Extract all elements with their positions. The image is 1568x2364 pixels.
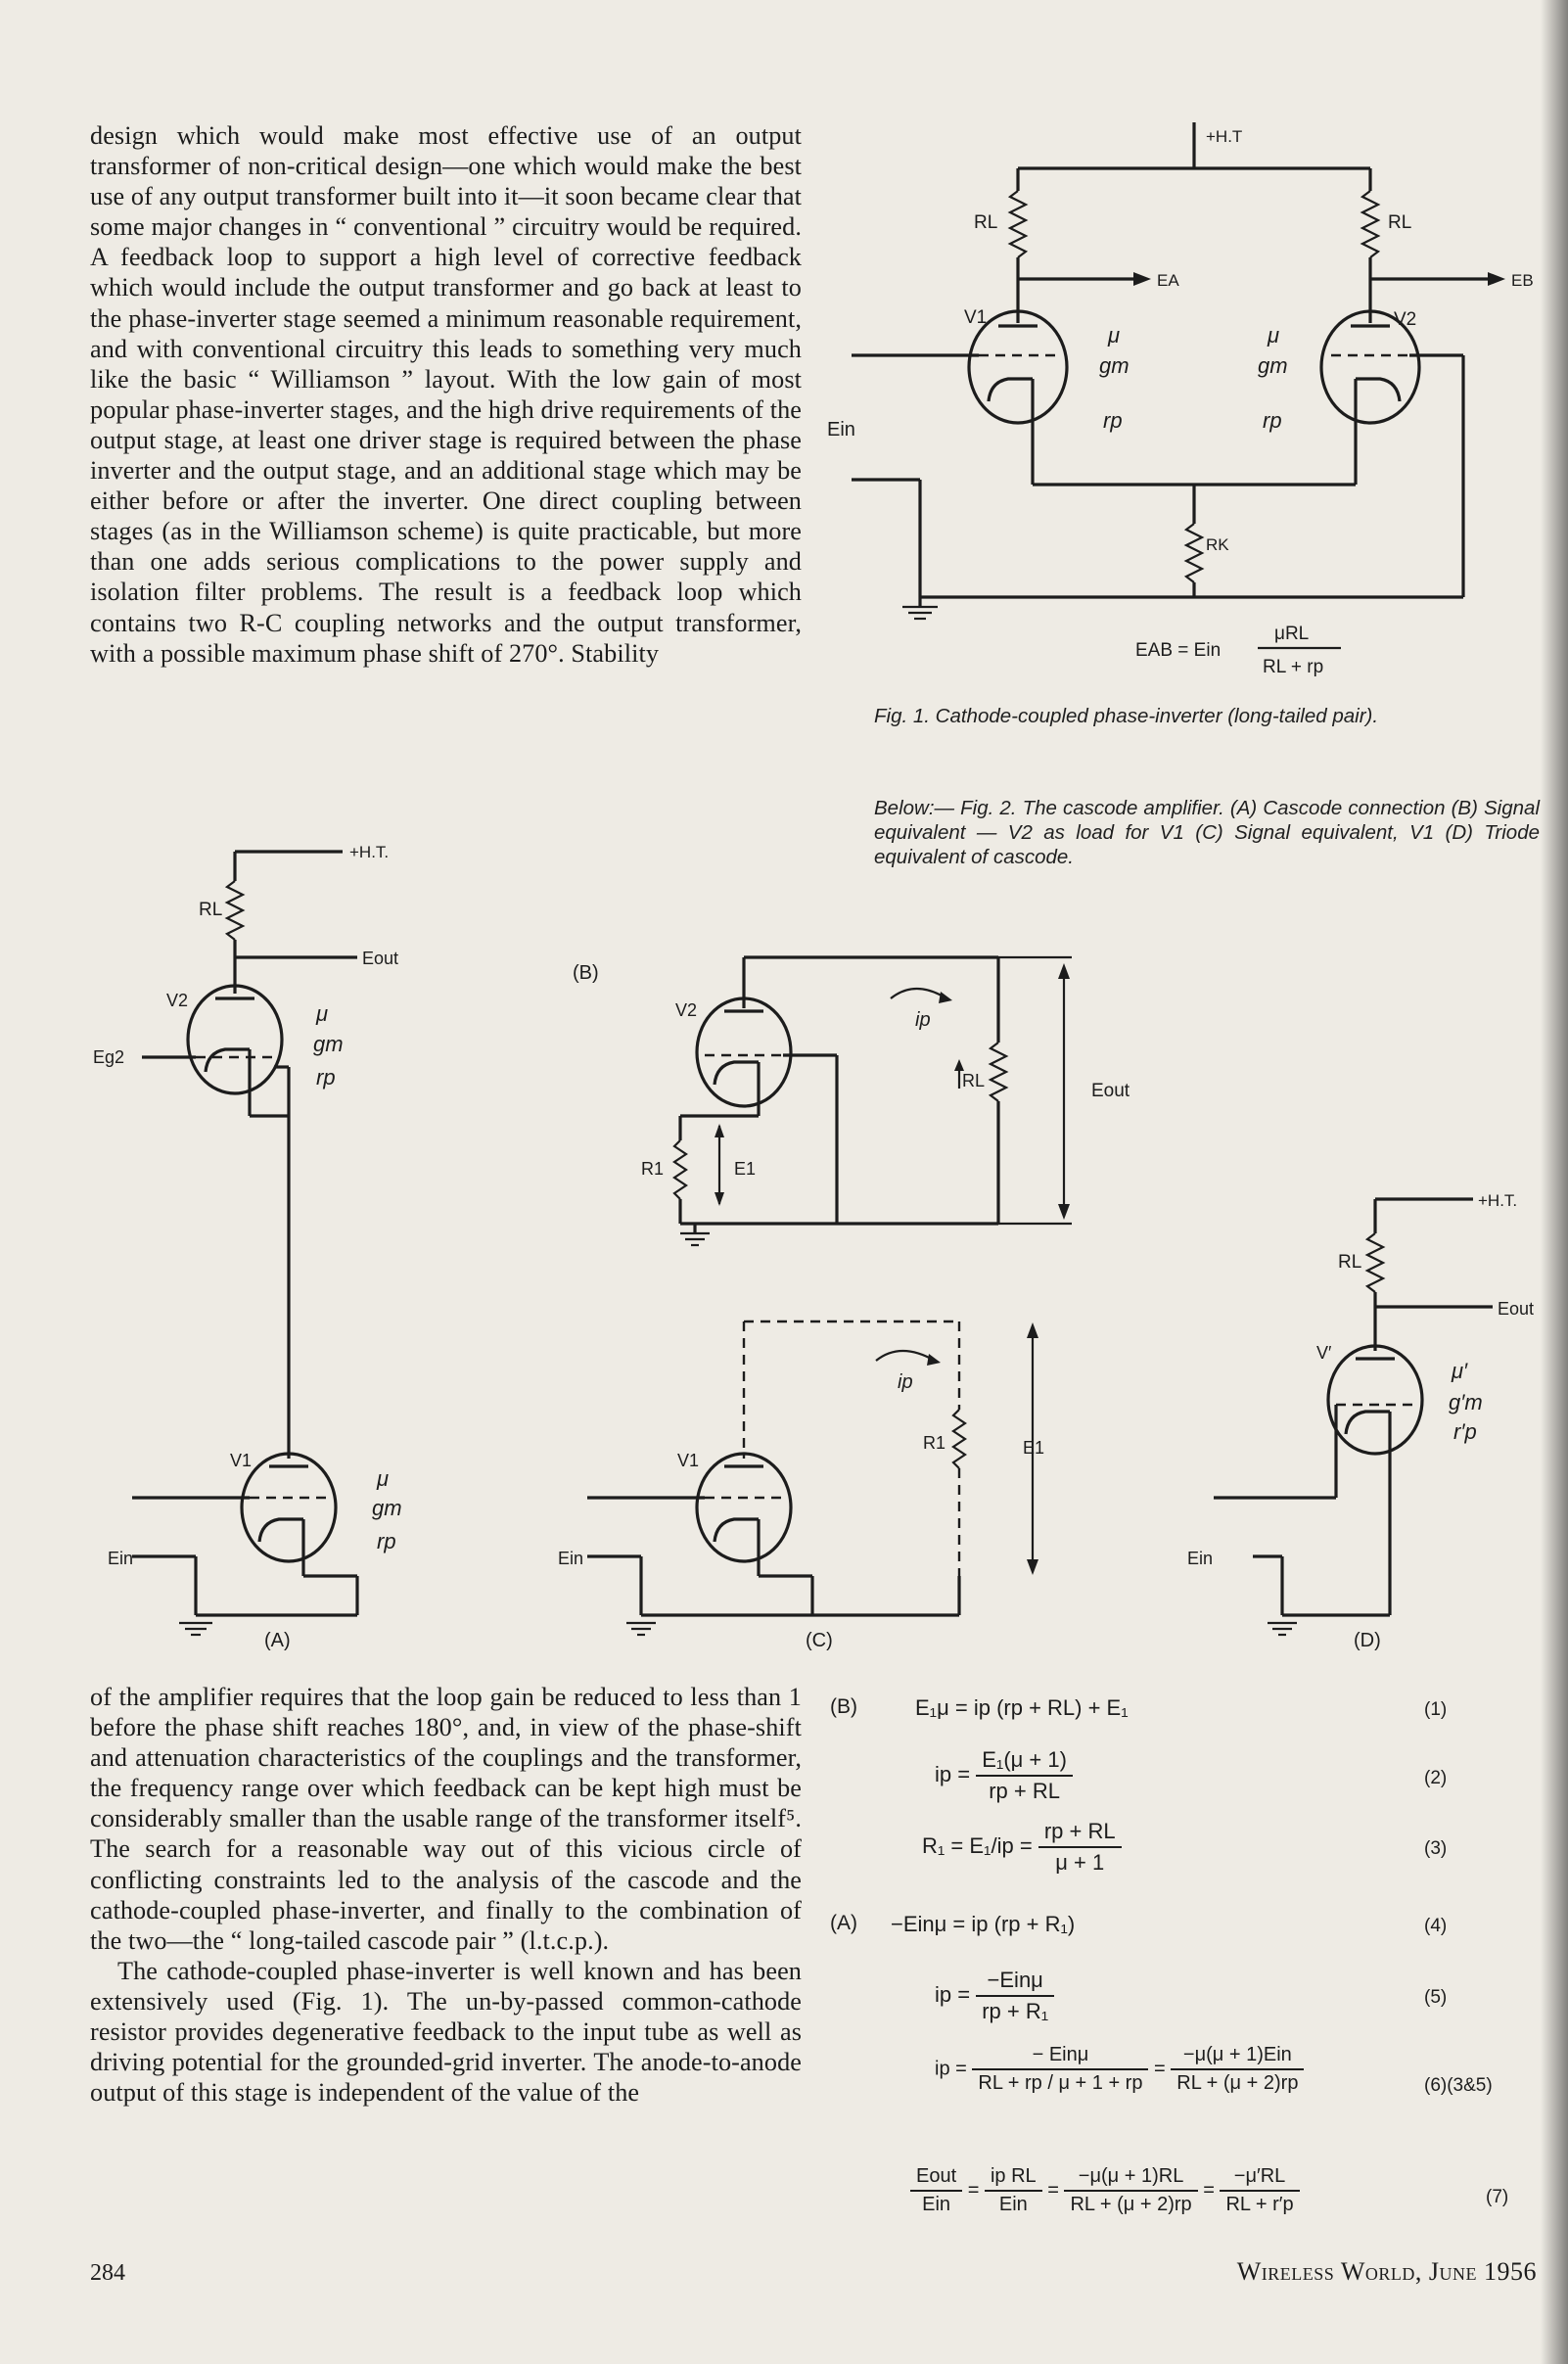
eq6-number: (6)(3&5)	[1424, 2075, 1493, 2096]
eq7-lhs-fraction	[910, 2165, 962, 2216]
body-text-top	[90, 120, 802, 669]
eq5	[935, 1968, 1054, 2024]
eq6-fraction-1	[972, 2044, 1148, 2095]
eq7-numerator-2: −μ(μ + 1)RL	[1064, 2165, 1197, 2192]
fig1-formula-num: μRL	[1274, 624, 1310, 644]
fig2-diagram	[93, 832, 1561, 1654]
eq2-number: (2)	[1424, 1768, 1448, 1788]
eq3-numerator: rp + RL	[1038, 1819, 1122, 1848]
paragraph: design which would make most effective use of an output transformer of non-critical design—one which would make the best use of any output transformer built into it—it soon became clear that some major changes in “ conventional ” circuitry would be required. A feedback loop to support a high level of corrective feedback which would include the output transformer and go back at least to the phase-inverter stage seemed a minimum reasonable requirement, and with conventional circuitry this leads to something very much like the basic “ Williamson ” layout. With the low gain of most popular phase-inverter stages, and the high drive requirements of the output stage, at least one driver stage is required between the phase inverter and the output stage, and an additional stage which may be either before or after the inverter. One direct coupling between stages (as in the Williamson scheme) is quite practicable, but more than one adds serious complications to the power supply and isolation filter problems. The result is a feedback loop which contains two R-C coupling networks and the output transformer, with a possible maximum phase shift of 270°. Stability	[90, 121, 802, 668]
fig2b-e1-label: E1	[734, 1159, 757, 1179]
fig2b-r1-label: R1	[641, 1159, 665, 1179]
fig1-rk-label: RK	[1206, 535, 1229, 554]
fig2c-ein-label: Ein	[558, 1549, 584, 1568]
eq5-lhs: ip =	[935, 1981, 971, 2007]
eq7-number: (7)	[1486, 2187, 1509, 2207]
fig2a-v1-label: V1	[230, 1451, 253, 1470]
fig1-caption: Fig. 1. Cathode-coupled phase-inverter (long-tailed pair).	[874, 705, 1379, 727]
fig1-rp-right: rp	[1263, 408, 1282, 433]
fig1-eb-label: EB	[1511, 271, 1534, 290]
fig2a-eg2-label: Eg2	[93, 1047, 125, 1067]
fig2a-circuit	[93, 843, 402, 1651]
fig2a-label: (A)	[264, 1630, 291, 1651]
eq7-lhs-numerator: Eout	[910, 2165, 962, 2192]
eq7-denominator-1: Ein	[998, 2194, 1028, 2215]
eq2-fraction	[976, 1747, 1073, 1804]
eq7-equals-2: =	[1047, 2179, 1059, 2202]
eq6-numerator-1: − Einμ	[972, 2044, 1148, 2070]
fig2c-e1-label: E1	[1023, 1438, 1045, 1458]
fig2d-rp: r′p	[1453, 1419, 1477, 1444]
fig1-ground-symbol	[902, 597, 938, 619]
fig2d-gm: g′m	[1449, 1390, 1483, 1414]
eq5-denominator: rp + R₁	[982, 1999, 1049, 2023]
fig2c-circuit	[558, 1321, 1044, 1651]
eq6-denominator-1: RL + rp / μ + 1 + rp	[978, 2072, 1143, 2094]
fig2d-mu: μ′	[1452, 1359, 1468, 1383]
page-number: 284	[90, 2260, 125, 2286]
eq7-numerator-3: −μ′RL	[1220, 2165, 1299, 2192]
fig1-ein-label: Ein	[827, 419, 855, 440]
eq3-denominator: μ + 1	[1055, 1850, 1105, 1875]
eq6-lhs: ip =	[935, 2058, 967, 2080]
eq1-number: (1)	[1424, 1699, 1448, 1720]
fig2a-v1-mu: μ	[377, 1466, 390, 1491]
eq4-number: (4)	[1424, 1916, 1448, 1936]
fig2-caption: Below:— Fig. 2. The cascode amplifier. (A) Cascode connection (B) Signal equivalent — V2 as load for V1 (C) Signal equivalent, V1 (D) Triode equivalent of cascode.	[874, 797, 1540, 868]
fig1-ht-label: +H.T	[1206, 127, 1243, 146]
fig2d-eout-label: Eout	[1498, 1299, 1535, 1319]
fig2c-r1-label: R1	[923, 1433, 946, 1453]
fig2b-v2-label: V2	[675, 1000, 698, 1020]
eq6	[935, 2044, 1304, 2095]
fig1-rl-right-label: RL	[1388, 212, 1412, 233]
eq7-fraction-1	[985, 2165, 1042, 2216]
fig1-tube-v1	[969, 311, 1067, 440]
eq2	[935, 1747, 1073, 1804]
paragraph: The cathode-coupled phase-inverter is well known and has been extensively used (Fig. 1). The un-by-passed common-cathode resistor provides degenerative feedback to the input tube as well as driving potential for the grounded-grid inverter. The anode-to-anode output of this stage is independent of the value of the	[90, 1956, 802, 2108]
eq5-number: (5)	[1424, 1987, 1448, 2008]
fig2a-v2-gm: gm	[313, 1032, 344, 1056]
fig1-v2-label: V2	[1394, 309, 1417, 330]
fig1-ea-label: EA	[1157, 271, 1179, 290]
eq5-numerator: −Einμ	[976, 1968, 1054, 1997]
fig2b-ip-label: ip	[915, 1009, 931, 1031]
eq2-lhs: ip =	[935, 1761, 971, 1786]
fig2a-v2-rp: rp	[316, 1065, 336, 1089]
fig2d-rl-label: RL	[1338, 1252, 1362, 1273]
eq7-denominator-3: RL + r′p	[1225, 2194, 1294, 2215]
fig2b-rl-label: RL	[962, 1071, 986, 1090]
fig1-gm-left: gm	[1099, 353, 1130, 378]
fig1-diagram	[822, 113, 1546, 690]
eq6-numerator-2: −μ(μ + 1)Ein	[1171, 2044, 1304, 2070]
eq3-lhs: R₁ = E₁/ip =	[922, 1832, 1033, 1858]
eq2-numerator: E₁(μ + 1)	[976, 1747, 1073, 1777]
eq7-denominator-2: RL + (μ + 2)rp	[1070, 2194, 1192, 2215]
eq3-fraction	[1038, 1819, 1122, 1876]
fig2c-label: (C)	[806, 1630, 833, 1651]
fig1-mu-left: μ	[1108, 323, 1121, 348]
fig2a-v2-label: V2	[166, 991, 189, 1010]
fig2b-eout-label: Eout	[1091, 1081, 1130, 1101]
eq7-equals-1: =	[967, 2179, 980, 2202]
fig2d-ein-label: Ein	[1187, 1549, 1214, 1568]
eq3-number: (3)	[1424, 1838, 1448, 1859]
fig2a-rl-label: RL	[199, 900, 223, 920]
fig2a-ht-label: +H.T.	[349, 843, 390, 861]
fig1-gm-right: gm	[1258, 353, 1288, 378]
eq7-lhs-denominator: Ein	[922, 2194, 951, 2215]
fig1-tube-v2	[1321, 311, 1419, 440]
fig2c-v1-label: V1	[677, 1451, 700, 1470]
fig2a-ein-label: Ein	[108, 1549, 134, 1568]
fig1-rl-left-resistor	[1010, 191, 1026, 257]
eq4: −Einμ = ip (rp + R₁)	[891, 1912, 1076, 1936]
eq1: E₁μ = ip (rp + RL) + E₁	[915, 1695, 1129, 1720]
eq6-fraction-2	[1171, 2044, 1304, 2095]
eq5-fraction	[976, 1968, 1054, 2024]
eq7-numerator-1: ip RL	[985, 2165, 1042, 2192]
eq-group-b-label: (B)	[830, 1695, 857, 1718]
fig1-rk-resistor	[1186, 524, 1202, 582]
fig2a-v2-mu: μ	[316, 1001, 329, 1026]
fig2a-eout-label: Eout	[362, 949, 399, 968]
eq7	[910, 2165, 1300, 2216]
eq7-fraction-3	[1220, 2165, 1299, 2216]
fig2a-v1-gm: gm	[372, 1496, 402, 1520]
fig1-formula-den: RL + rp	[1263, 657, 1324, 677]
eq3	[922, 1819, 1122, 1876]
fig1-mu-right: μ	[1268, 323, 1280, 348]
eq7-equals-3: =	[1203, 2179, 1215, 2202]
fig2b-label: (B)	[573, 962, 599, 984]
eq-group-a-label: (A)	[830, 1912, 857, 1934]
fig1-formula-lhs: EAB = Ein	[1135, 640, 1222, 661]
paragraph: of the amplifier requires that the loop gain be reduced to less than 1 before the phase shift reaches 180°, and, in view of the phase-shift and attenuation characteristics of the couplings and the transformer, the frequency range over which feedback can be kept high must be considerably smaller than the usable range of the transformer itself⁵. The search for a reasonable way out of this vicious circle of conflicting constraints led to the analysis of the cascode and the cathode-coupled phase-inverter, and finally to the combination of the two—the “ long-tailed cascode pair ” (l.t.c.p.).	[90, 1683, 802, 1955]
eq7-fraction-2	[1064, 2165, 1197, 2216]
fig2b-circuit	[573, 957, 1130, 1245]
fig2d-label: (D)	[1354, 1630, 1381, 1651]
fig2d-ht-label: +H.T.	[1478, 1191, 1518, 1210]
body-text-bottom	[90, 1682, 802, 2108]
fig1-rp-left: rp	[1103, 408, 1123, 433]
fig1-v1-label: V1	[964, 307, 988, 328]
fig1-rl-left-label: RL	[974, 212, 998, 233]
fig1-rl-right-resistor	[1362, 191, 1378, 257]
fig2a-v1-rp: rp	[377, 1529, 396, 1553]
eq6-denominator-2: RL + (μ + 2)rp	[1176, 2072, 1299, 2094]
fig2d-circuit	[1187, 1191, 1534, 1651]
eq6-equals: =	[1154, 2058, 1166, 2080]
journal-footer: Wireless World, June 1956	[1236, 2257, 1537, 2286]
fig2c-ip-label: ip	[898, 1371, 913, 1393]
fig2d-v-label: V′	[1316, 1343, 1332, 1363]
eq2-denominator: rp + RL	[989, 1779, 1060, 1803]
